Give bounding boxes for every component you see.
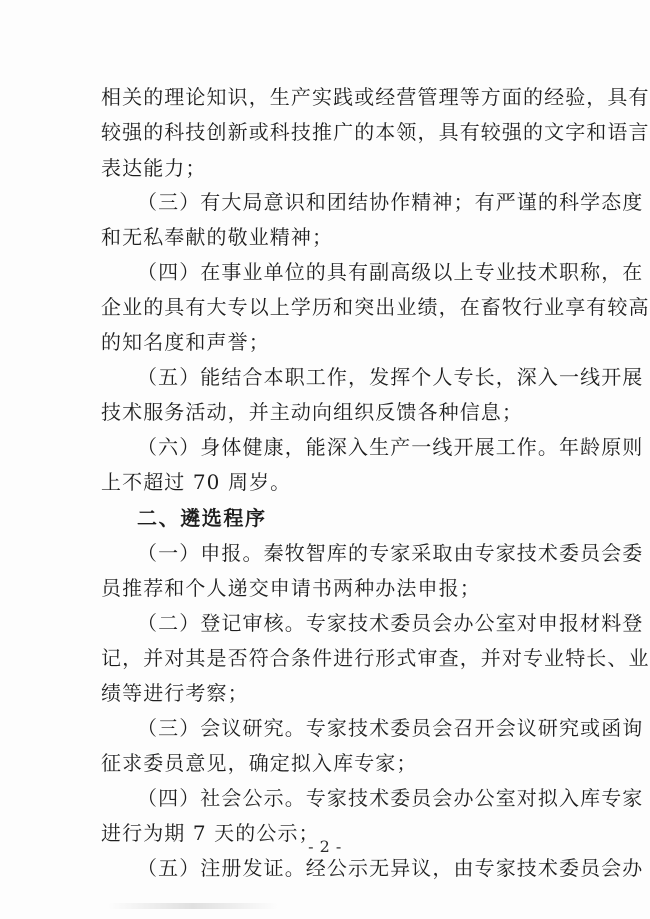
body-line: 较强的科技创新或科技推广的本领，具有较强的文字和语言 — [101, 120, 650, 144]
section-heading: 二、遴选程序 — [137, 506, 267, 530]
body-line: （二）登记审核。专家技术委员会办公室对申报材料登 — [137, 611, 644, 635]
body-line: 记，并对其是否符合条件进行形式审查，并对专业特长、业 — [101, 646, 650, 670]
body-line: 企业的具有大专以上学历和突出业绩，在畜牧行业享有较高 — [101, 295, 650, 319]
body-line: 绩等进行考察； — [101, 681, 249, 705]
body-line: 上不超过 70 周岁。 — [101, 470, 292, 494]
body-line: （三）有大局意识和团结协作精神；有严谨的科学态度 — [137, 190, 644, 214]
body-line: 相关的理论知识，生产实践或经营管理等方面的经验，具有 — [101, 85, 650, 109]
body-line: 表达能力； — [101, 156, 207, 180]
body-line: （五）注册发证。经公示无异议，由专家技术委员会办 — [137, 856, 644, 880]
body-line: （三）会议研究。专家技术委员会召开会议研究或函询 — [137, 716, 644, 740]
body-line: 的知名度和声誉； — [101, 330, 270, 354]
body-line: （四）在事业单位的具有副高级以上专业技术职称，在 — [137, 260, 644, 284]
body-line: （五）能结合本职工作，发挥个人专长，深入一线开展 — [137, 365, 644, 389]
body-line: （一）申报。秦牧智库的专家采取由专家技术委员会委 — [137, 541, 644, 565]
scan-mark — [108, 903, 278, 909]
body-line: 技术服务活动，并主动向组织反馈各种信息； — [101, 400, 523, 424]
body-line: （四）社会公示。专家技术委员会办公室对拟入库专家 — [137, 786, 644, 810]
page-number: - 2 - — [308, 837, 342, 856]
body-line: （六）身体健康，能深入生产一线开展工作。年龄原则 — [137, 435, 644, 459]
body-line: 进行为期 7 天的公示； — [101, 821, 320, 845]
body-line: 和无私奉献的敬业精神； — [101, 225, 334, 249]
body-line: 员推荐和个人递交申请书两种办法申报； — [101, 576, 481, 600]
body-line: 征求委员意见，确定拟入库专家； — [101, 751, 418, 775]
